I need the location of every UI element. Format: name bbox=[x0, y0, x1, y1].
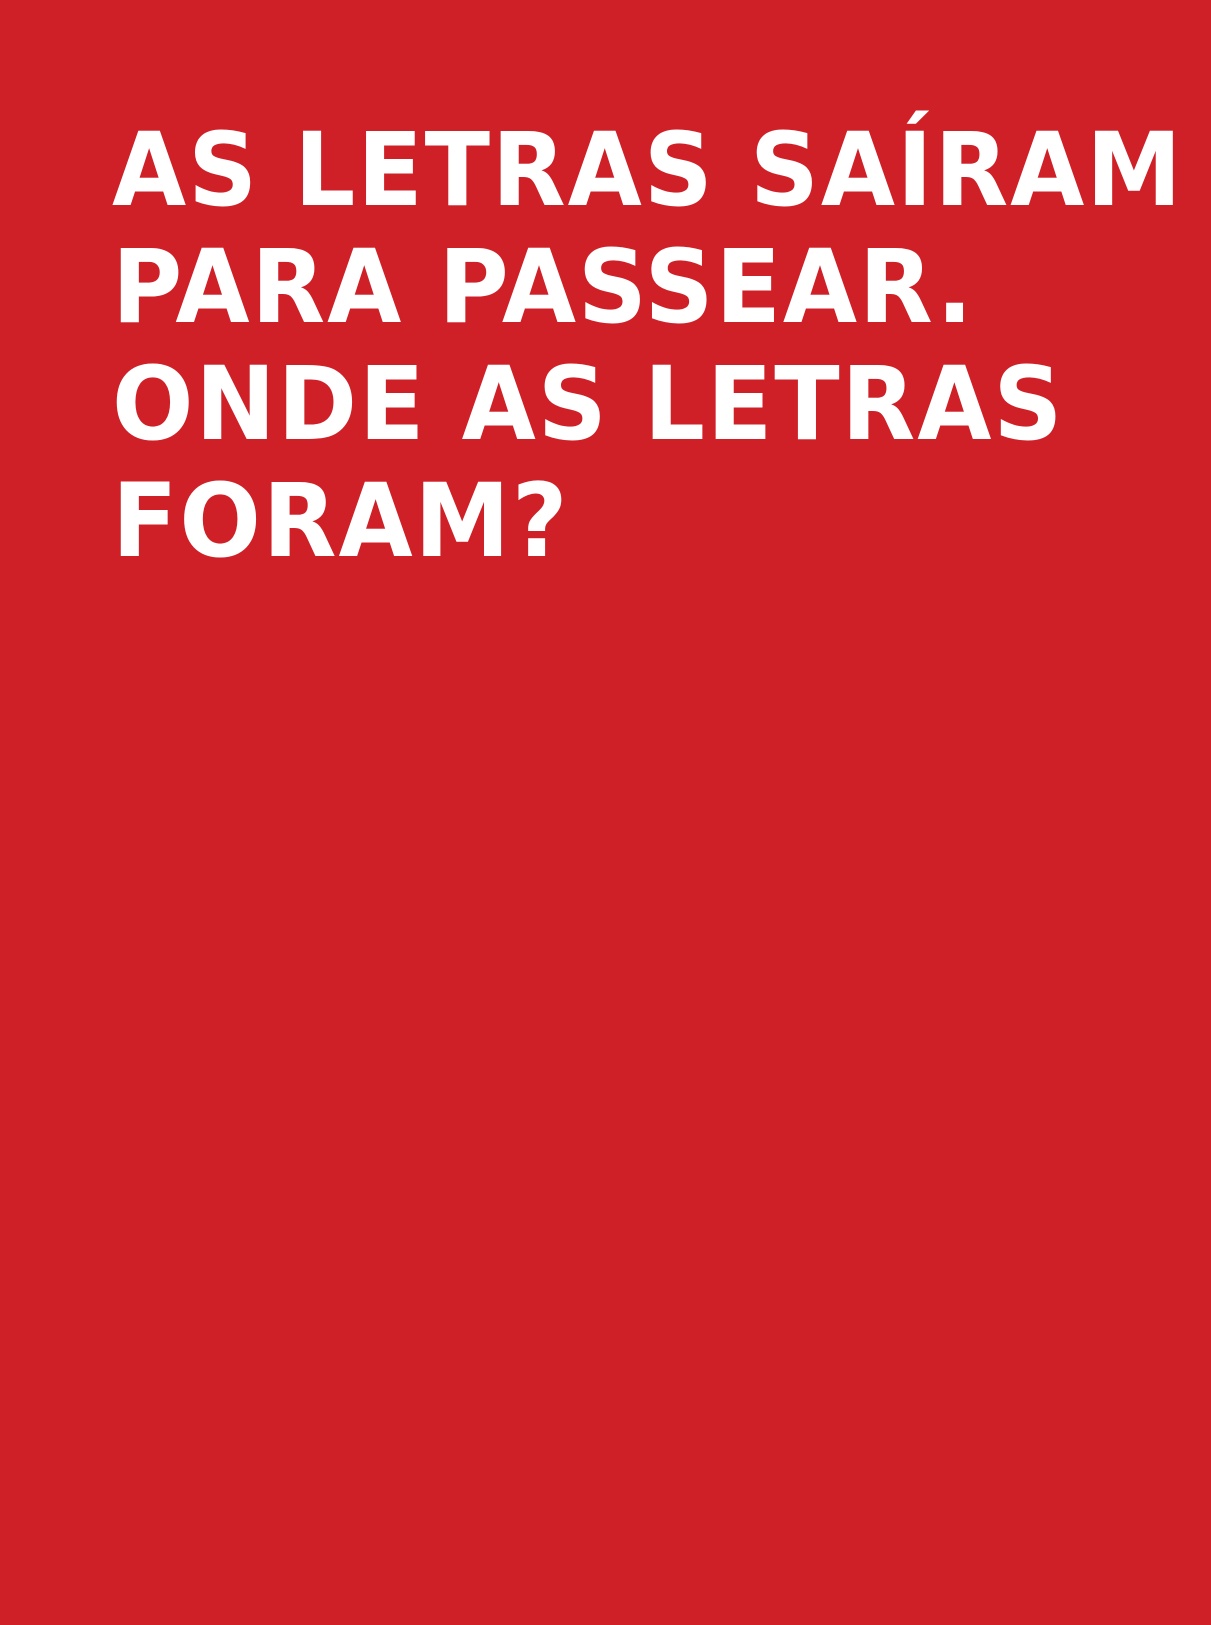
headline-line-1: AS LETRAS SAÍRAM bbox=[112, 111, 1184, 230]
headline-line-2: PARA PASSEAR. bbox=[112, 228, 975, 347]
headline-line-3: ONDE AS LETRAS bbox=[112, 345, 1065, 464]
headline bbox=[112, 111, 1184, 581]
headline-line-4: FORAM? bbox=[112, 462, 570, 581]
